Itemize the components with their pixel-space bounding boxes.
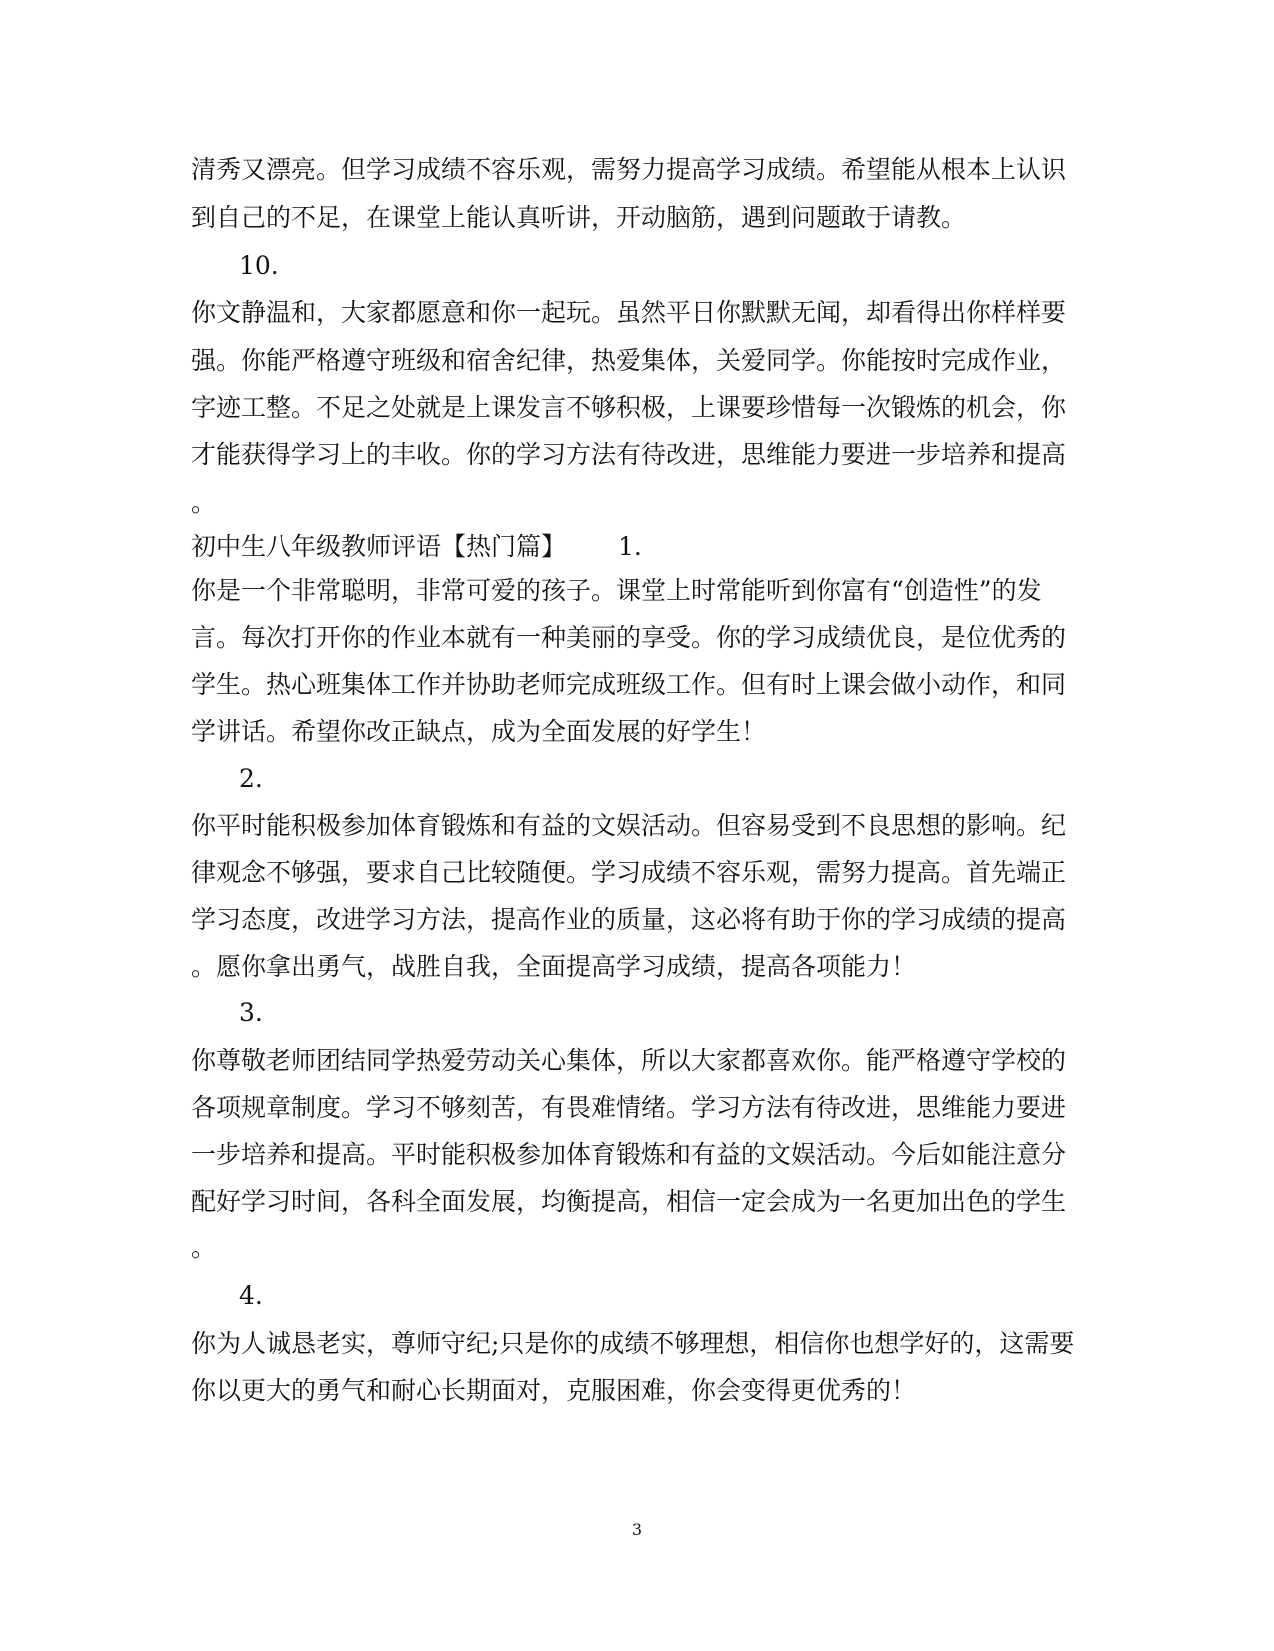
text-line: 到自己的不足，在课堂上能认真听讲，开动脑筋，遇到问题敢于请教。 (191, 203, 967, 232)
text-line: 字迹工整。不足之处就是上课发言不够积极，上课要珍惜每一次锻炼的机会，你 (191, 393, 1067, 422)
text-line: 你尊敬老师团结同学热爱劳动关心集体，所以大家都喜欢你。能严格遵守学校的 (191, 1046, 1067, 1075)
item-number: 3. (239, 998, 263, 1027)
item-number: 1. (618, 532, 642, 561)
text-line: 你以更大的勇气和耐心长期面对，克服困难，你会变得更优秀的！ (191, 1376, 917, 1405)
item-number: 10. (239, 251, 279, 280)
section-heading (191, 532, 642, 562)
text-line: 你为人诚恳老实，尊师守纪;只是你的成绩不够理想，相信你也想学好的，这需要 (191, 1329, 1075, 1358)
text-line: 强。你能严格遵守班级和宿舍纪律，热爱集体，关爱同学。你能按时完成作业， (191, 346, 1067, 375)
text-line: 才能获得学习上的丰收。你的学习方法有待改进，思维能力要进一步培养和提高 (191, 440, 1067, 469)
text-line: 你平时能积极参加体育锻炼和有益的文娱活动。但容易受到不良思想的影响。纪 (191, 811, 1067, 840)
text-line: 。愿你拿出勇气，战胜自我，全面提高学习成绩，提高各项能力！ (191, 952, 917, 981)
text-line: 一步培养和提高。平时能积极参加体育锻炼和有益的文娱活动。今后如能注意分 (191, 1140, 1067, 1169)
section-heading-text: 初中生八年级教师评语【热门篇】 (191, 532, 567, 561)
text-line: 学讲话。希望你改正缺点，成为全面发展的好学生！ (191, 717, 767, 746)
text-line: 。 (191, 488, 217, 517)
text-line: 各项规章制度。学习不够刻苦，有畏难情绪。学习方法有待改进，思维能力要进 (191, 1093, 1067, 1122)
text-line: 清秀又漂亮。但学习成绩不容乐观，需努力提高学习成绩。希望能从根本上认识 (191, 155, 1067, 184)
text-line: 配好学习时间，各科全面发展，均衡提高，相信一定会成为一名更加出色的学生 (191, 1187, 1067, 1216)
item-number: 2. (239, 764, 263, 793)
text-line: 。 (191, 1233, 217, 1262)
item-number: 4. (239, 1281, 263, 1310)
text-line: 律观念不够强，要求自己比较随便。学习成绩不容乐观，需努力提高。首先端正 (191, 858, 1067, 887)
text-line: 你是一个非常聪明，非常可爱的孩子。课堂上时常能听到你富有“创造性”的发 (191, 576, 1042, 605)
page-number: 3 (631, 1520, 643, 1539)
text-line: 学生。热心班集体工作并协助老师完成班级工作。但有时上课会做小动作，和同 (191, 670, 1067, 699)
text-line: 言。每次打开你的作业本就有一种美丽的享受。你的学习成绩优良，是位优秀的 (191, 623, 1067, 652)
text-line: 学习态度，改进学习方法，提高作业的质量，这必将有助于你的学习成绩的提高 (191, 905, 1067, 934)
text-line: 你文静温和，大家都愿意和你一起玩。虽然平日你默默无闻，却看得出你样样要 (191, 298, 1067, 327)
